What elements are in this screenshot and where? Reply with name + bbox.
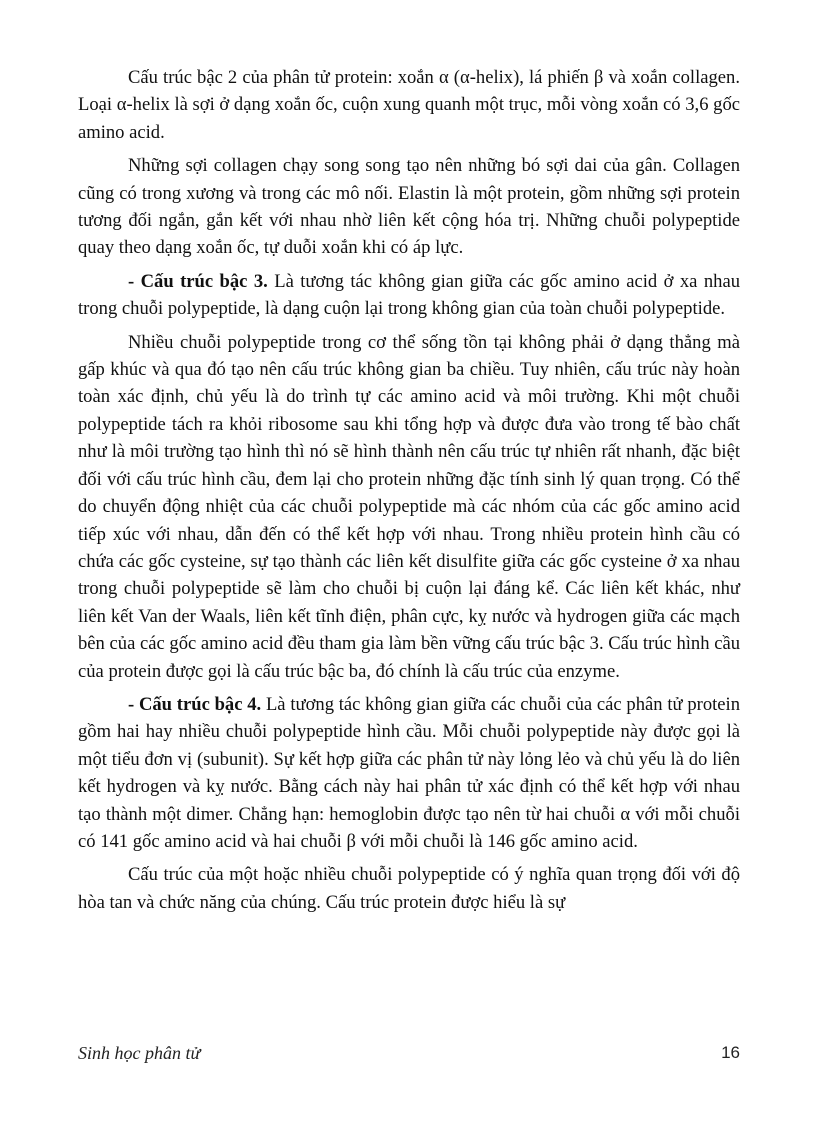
paragraph-text: Cấu trúc bậc 2 của phân tử protein: xoắn α (α-helix), lá phiến β và xoắn collagen. Loại α-helix là sợi ở dạng xoắn ốc, cuộn xung quanh một trục, mỗi vòng xoắn có 3,6 gốc amino acid. xyxy=(78,67,740,143)
page-body xyxy=(78,64,740,922)
page-footer xyxy=(78,1043,740,1064)
paragraph-text: Những sợi collagen chạy song song tạo nên những bó sợi dai của gân. Collagen cũng có trong xương và trong các mô nối. Elastin là một protein, gồm những sợi protein tương đối ngắn, gắn kết với nhau nhờ liên kết cộng hóa trị. Những chuỗi polypeptide quay theo dạng xoắn ốc, tự duỗi xoắn khi có áp lực. xyxy=(78,155,740,259)
paragraph xyxy=(78,268,740,323)
paragraph xyxy=(78,861,740,916)
page-number: 16 xyxy=(721,1043,740,1062)
paragraph-text: Nhiều chuỗi polypeptide trong cơ thể sống tồn tại không phải ở dạng thẳng mà gấp khúc và qua đó tạo nên cấu trúc không gian ba chiều. Tuy nhiên, cấu trúc này hoàn toàn xác định, chủ yếu là do trình tự các amino acid và môi trường. Khi một chuỗi polypeptide tách ra khỏi ribosome sau khi tổng hợp và được đưa vào trong tế bào chất như là môi trường tạo hình thì nó sẽ hình thành nên cấu trúc tự nhiên rất nhanh, đặc biệt đối với cấu trúc hình cầu, đem lại cho protein những đặc tính sinh lý quan trọng. Có thể do chuyển động nhiệt của các chuỗi polypeptide mà các nhóm của các gốc amino acid tiếp xúc với nhau, dẫn đến có thể kết hợp với nhau. Trong nhiều protein hình cầu có chứa các gốc cysteine, sự tạo thành các liên kết disulfite giữa các gốc cysteine ở xa nhau trong chuỗi polypeptide sẽ làm cho chuỗi bị cuộn lại đáng kể. Các liên kết khác, như liên kết Van der Waals, liên kết tĩnh điện, phân cực, kỵ nước và hydrogen giữa các mạch bên của các gốc amino acid đều tham gia làm bền vững cấu trúc bậc 3. Cấu trúc hình cầu của protein được gọi là cấu trúc bậc ba, đó chính là cấu trúc của enzyme. xyxy=(78,331,740,682)
footer-book-title: Sinh học phân tử xyxy=(78,1043,201,1063)
paragraph xyxy=(78,152,740,262)
paragraph xyxy=(78,691,740,855)
paragraph-text: Cấu trúc của một hoặc nhiều chuỗi polypeptide có ý nghĩa quan trọng đối với độ hòa tan và chức năng của chúng. Cấu trúc protein được hiểu là sự xyxy=(78,864,740,913)
paragraph-lead: - Cấu trúc bậc 3. xyxy=(128,270,268,292)
paragraph-text: Là tương tác không gian giữa các gốc amino acid ở xa nhau trong chuỗi polypeptide, là dạng cuộn lại trong không gian của toàn chuỗi polypeptide. xyxy=(78,270,740,320)
paragraph xyxy=(78,329,740,685)
paragraph xyxy=(78,64,740,146)
paragraph-lead: - Cấu trúc bậc 4. xyxy=(128,693,262,715)
paragraph-text: Là tương tác không gian giữa các chuỗi của các phân tử protein gồm hai hay nhiều chuỗi polypeptide hình cầu. Mỗi chuỗi polypeptide này được gọi là một tiểu đơn vị (subunit). Sự kết hợp giữa các phân tử này lỏng lẻo và chủ yếu là do liên kết hydrogen và kỵ nước. Bằng cách này hai phân tử xác định có thể kết hợp với nhau tạo thành một dimer. Chẳng hạn: hemoglobin được tạo nên từ hai chuỗi α với mỗi chuỗi có 141 gốc amino acid và hai chuỗi β với mỗi chuỗi là 146 gốc amino acid. xyxy=(78,693,740,852)
